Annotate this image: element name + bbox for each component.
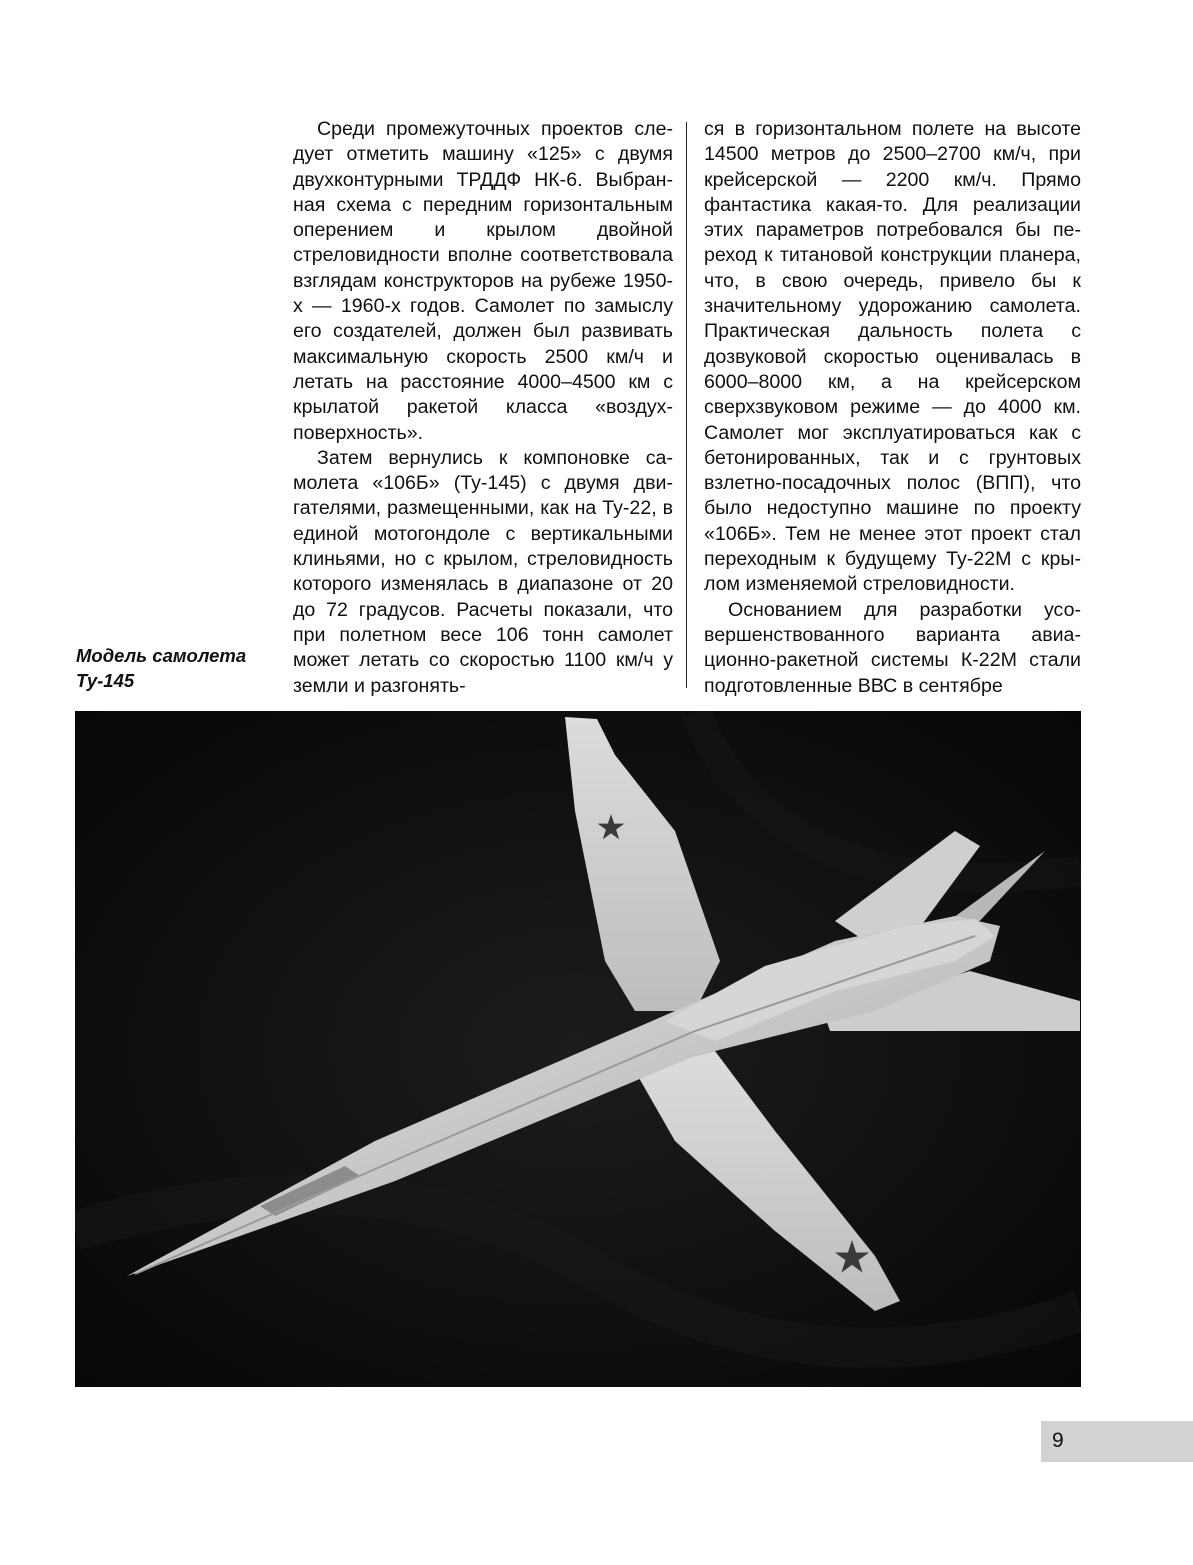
paragraph: Основанием для разработки усовершенствованного варианта авиационно-ракетной системы К-22М стали подготовленные ВВС в сентябре (704, 598, 1081, 697)
aircraft-model-illustration (75, 711, 1081, 1387)
page-number-box (1041, 1421, 1193, 1462)
page-number: 9 (1052, 1429, 1064, 1452)
text-column-left (293, 117, 673, 699)
paragraph: Затем вернулись к компоновке самолета «106Б» (Ту-145) с двумя двигателями, размещенными, как на Ту-22, в единой мотогондоле с вертикальными клиньями, но с крылом, стреловидность которого изменялась в диапазоне от 20 до 72 градусов. Расчеты показали, что при полетном весе 106 тонн самолет может летать со скоростью 1100 км/ч у земли и разгонять- (293, 446, 673, 697)
caption-line: Модель самолета (76, 645, 247, 666)
paragraph: Среди промежуточных проектов следует отметить машину «125» с двумя двухконтурными ТРДДФ НК-6. Выбранная схема с передним горизонтальным оперением и крылом двойной стреловидности вполне соответствовала взглядам конструкторов на рубеже 1950-х — 1960-х годов. Самолет по замыслу его создателей, должен был развивать максимальную скорость 2500 км/ч и летать на расстояние 4000–4500 км с крылатой ракетой класса «воздух-поверхность». (293, 118, 673, 444)
aircraft-model-photo (75, 711, 1081, 1387)
column-divider (686, 122, 687, 688)
text-column-right (704, 117, 1081, 699)
photo-caption (76, 643, 276, 693)
caption-line: Ту-145 (76, 670, 135, 691)
paragraph: ся в горизонтальном полете на высоте 14500 метров до 2500–2700 км/ч, при крейсерской — 2200 км/ч. Прямо фантастика какая-то. Для реализации этих параметров потребовался бы переход к титановой конструкции планера, что, в свою очередь, привело бы к значительному удорожанию самолета. Практическая дальность полета с дозвуковой скоростью оценивалась в 6000–8000 км, а на крейсерском сверхзвуковом режиме — до 4000 км. Самолет мог эксплуатироваться как с бетонированных, так и с грунтовых взлетно-посадочных полос (ВПП), что было недоступно машине по проекту «106Б». Тем не менее этот проект стал переходным к будущему Ту-22М с крылом изменяемой стреловидности. (704, 118, 1081, 596)
